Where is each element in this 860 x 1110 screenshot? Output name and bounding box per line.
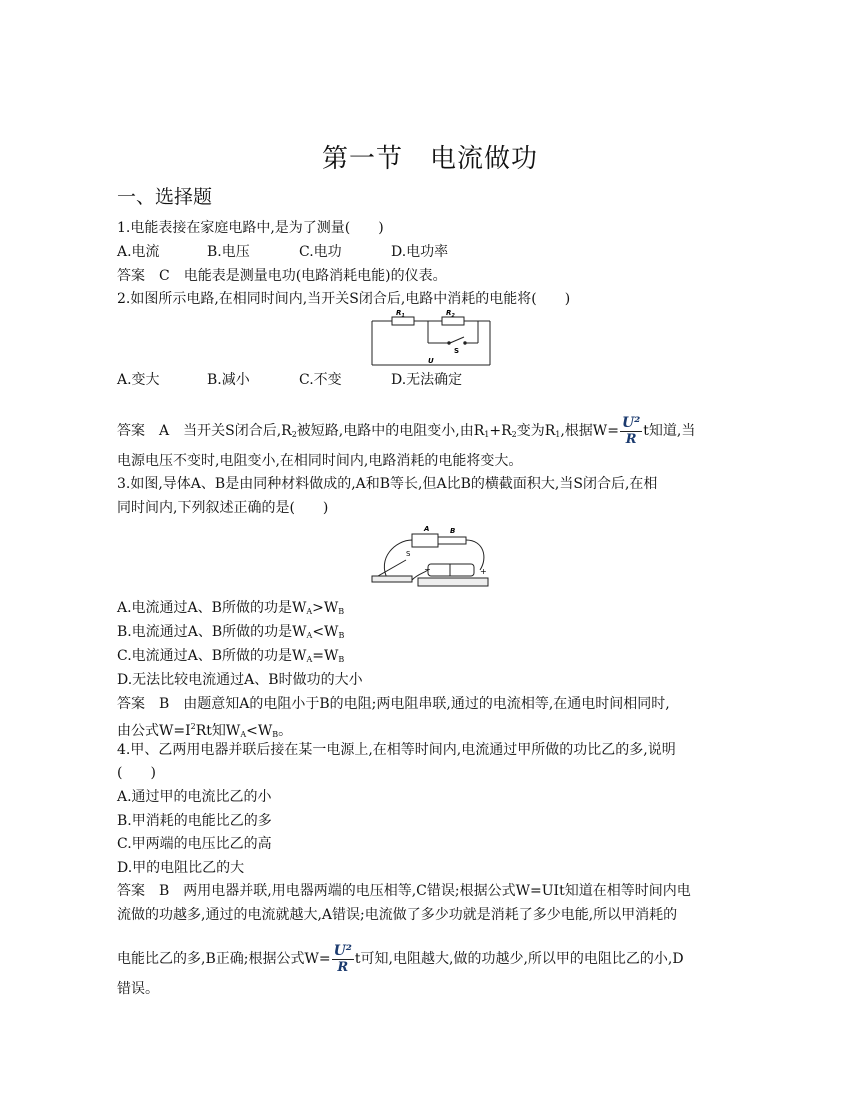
q4-answer-line2: 流做的功越多,通过的电流就越大,A错误;电流做了多少功就是消耗了多少电能,所以甲消耗的: [117, 907, 678, 923]
battery-holder: [418, 578, 488, 586]
q1-answer: 答案 C 电能表是测量电功(电路消耗电能)的仪表。: [117, 268, 447, 284]
q3-option-c[interactable]: C.电流通过A、B所做的功是$W_A=W_B$: [117, 648, 345, 664]
q3-stem-line1: 3.如图,导体A、B是由同种材料做成的,A和B等长,但A比B的横截面积大,当S闭合后,在相: [117, 476, 658, 492]
switch-base: [372, 576, 412, 582]
q4-stem-line2: ( ): [117, 765, 156, 781]
q2-option-c[interactable]: C.不变: [299, 372, 342, 388]
q1-option-b[interactable]: B.电压: [207, 244, 250, 260]
q2-option-b[interactable]: B.减小: [207, 372, 250, 388]
q3-answer-line2: 由公式$W=I^2Rt$知$W_A<W_B$。: [117, 722, 293, 739]
q4-option-a[interactable]: A.通过甲的电流比乙的小: [117, 789, 272, 805]
q2-options: [117, 370, 462, 390]
svg-text:R2: $R_2$: [446, 309, 455, 319]
q1-option-c[interactable]: C.电功: [299, 244, 342, 260]
formula-fraction: $\frac{\text{U²}}{R}$: [621, 414, 641, 447]
svg-text:S: S: [454, 347, 460, 355]
section-heading: 一、选择题: [117, 186, 213, 208]
q4-stem-line1: 4.甲、乙两用电器并联后接在某一电源上,在相等时间内,电流通过甲所做的功比乙的多,说明: [117, 742, 676, 758]
formula-fraction: $\frac{\text{U²}}{R}$: [333, 942, 352, 975]
q2-stem: 2.如图所示电路,在相同时间内,当开关S闭合后,电路中消耗的电能将( ): [117, 291, 571, 307]
switch-s: [378, 560, 406, 576]
svg-text:S: S: [406, 550, 411, 558]
page-title: 第一节 电流做功: [321, 144, 538, 174]
conductor-b: [438, 537, 466, 544]
q4-option-b[interactable]: B.甲消耗的电能比乙的多: [117, 813, 272, 829]
q2-circuit-figure: [366, 305, 496, 371]
q4-option-d[interactable]: D.甲的电阻比乙的大: [117, 860, 245, 876]
switch-s: [450, 337, 464, 343]
q3-stem-line2: 同时间内,下列叙述正确的是( ): [117, 500, 329, 516]
q3-circuit-figure: [366, 518, 496, 594]
q1-option-d[interactable]: D.电功率: [391, 244, 449, 260]
q2-answer-line1: 答案 A 当开关S闭合后$,R_2$被短路,电路中的电阻变小,由$R_1+R_2$变为$R_1$,根据W= $\frac{\text{U²}}{R}$ t知道,当: [117, 414, 696, 447]
conductor-a: [412, 534, 438, 547]
q1-options: [117, 242, 448, 262]
svg-text:R1: $R_1$: [396, 309, 405, 319]
q3-option-b[interactable]: B.电流通过A、B所做的功是$W_A<W_B$: [117, 624, 345, 640]
svg-text:B: B: [450, 527, 456, 535]
svg-text:A: A: [424, 525, 430, 533]
q1-option-a[interactable]: A.电流: [117, 244, 160, 260]
q2-option-d[interactable]: D.无法确定: [391, 372, 463, 388]
q4-answer-line1: 答案 B 两用电器并联,用电器两端的电压相等,C错误;根据公式W=UIt知道在相等时间内电: [117, 883, 691, 899]
q4-answer-line3: 电能比乙的多,B正确;根据公式W= $\frac{\text{U²}}{R}$ t可知,电阻越大,做的功越少,所以甲的电阻比乙的小,D: [117, 942, 684, 975]
q4-answer-line4: 错误。: [117, 981, 159, 997]
q1-stem: 1.电能表接在家庭电路中,是为了测量( ): [117, 220, 384, 236]
q4-option-c[interactable]: C.甲两端的电压比乙的高: [117, 836, 272, 852]
q2-option-a[interactable]: A.变大: [117, 372, 160, 388]
q3-answer-line1: 答案 B 由题意知A的电阻小于B的电阻;两电阻串联,通过的电流相等,在通电时间相同时,: [117, 696, 670, 712]
svg-text:−: −: [424, 565, 431, 574]
q2-answer-line2: 电源电压不变时,电阻变小,在相同时间内,电路消耗的电能将变大。: [117, 453, 523, 469]
svg-text:+: +: [480, 567, 487, 576]
q3-option-a[interactable]: A.电流通过A、B所做的功是$W_A>W_B$: [117, 600, 345, 616]
q3-option-d[interactable]: D.无法比较电流通过A、B时做功的大小: [117, 672, 363, 688]
svg-text:U: U: [428, 357, 434, 365]
battery: [428, 564, 474, 576]
